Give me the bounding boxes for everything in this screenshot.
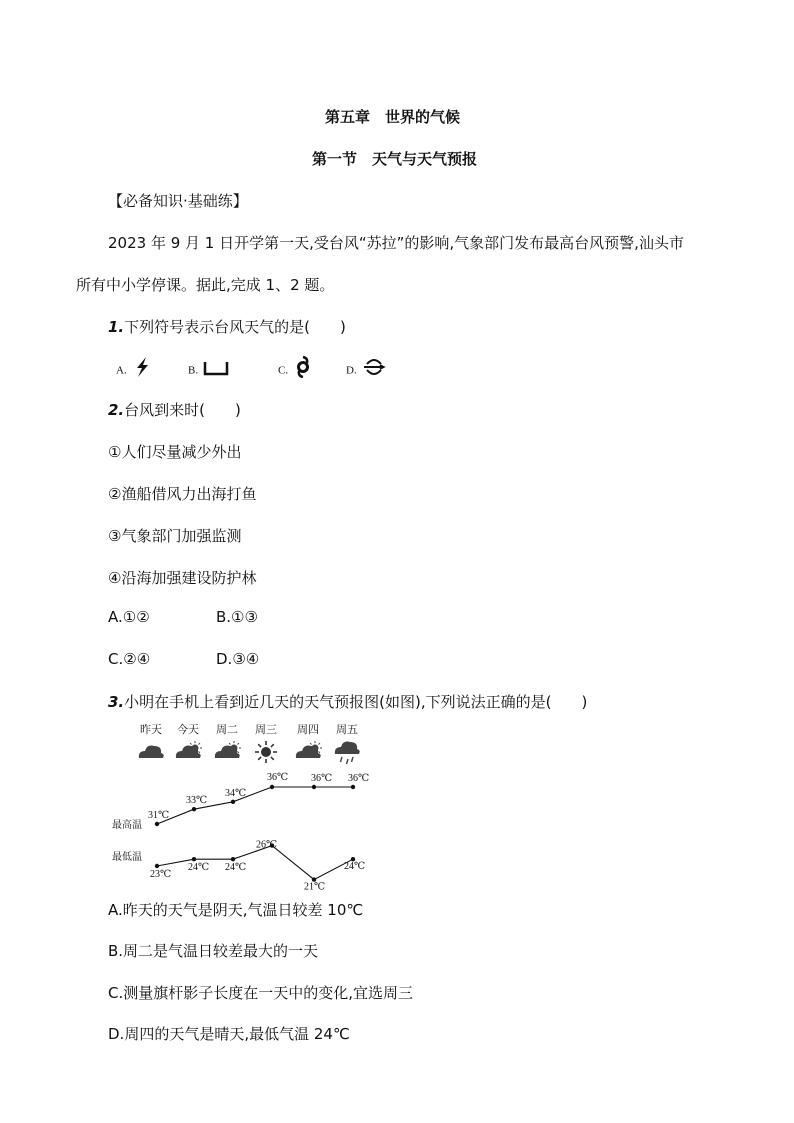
data-label-low: 24℃	[344, 861, 366, 873]
q3-option-b[interactable]: B.周二是气温日较差最大的一天	[108, 942, 319, 960]
data-point-high	[231, 800, 235, 804]
data-label-high: 33℃	[186, 795, 208, 807]
data-point-high	[192, 807, 196, 811]
question-number: 2.	[108, 401, 125, 419]
day-label: 周四	[297, 724, 319, 736]
day-label: 昨天	[140, 724, 162, 736]
rain-icon	[335, 742, 360, 764]
sunny-icon	[255, 741, 277, 763]
option-label: C.	[278, 364, 289, 377]
data-label-low: 23℃	[150, 869, 172, 880]
day-label: 周三	[255, 724, 277, 736]
data-label-high: 36℃	[267, 772, 289, 783]
partly-cloudy-icon	[215, 741, 241, 758]
section-tag: 【必备知识·基础练】	[108, 192, 248, 210]
q2-option-a[interactable]: A.①②	[108, 608, 150, 626]
partly-cloudy-icon	[296, 741, 322, 758]
data-label-high: 36℃	[348, 773, 370, 784]
question-number: 1.	[108, 318, 125, 336]
question-stem: 台风到来时( )	[124, 401, 241, 419]
question-stem: 下列符号表示台风天气的是( )	[124, 318, 346, 336]
data-point-low	[155, 864, 159, 868]
data-label-high: 31℃	[148, 810, 170, 821]
q2-item-4: ④沿海加强建设防护林	[108, 569, 257, 587]
data-point-high	[312, 785, 316, 789]
q3-option-a[interactable]: A.昨天的天气是阴天,气温日较差 10℃	[108, 901, 364, 919]
day-label: 周五	[336, 724, 358, 736]
data-point-low	[231, 857, 235, 861]
q3-option-c[interactable]: C.测量旗杆影子长度在一天中的变化,宜选周三	[108, 984, 414, 1002]
q3-option-d[interactable]: D.周四的天气是晴天,最低气温 24℃	[108, 1025, 350, 1043]
q2-item-3: ③气象部门加强监测	[108, 527, 242, 545]
data-label-low: 24℃	[225, 862, 247, 874]
q2-option-c[interactable]: C.②④	[108, 650, 151, 668]
option-label: B.	[188, 364, 199, 377]
data-point-low	[192, 857, 196, 861]
data-point-high	[270, 785, 274, 789]
q2-option-d[interactable]: D.③④	[216, 650, 260, 668]
series-line-low	[157, 846, 353, 880]
question-number: 3.	[108, 693, 125, 711]
q2-item-1: ①人们尽量减少外出	[108, 443, 242, 461]
q2-option-b[interactable]: B.①③	[216, 608, 258, 626]
option-label: D.	[346, 364, 357, 377]
q2-item-2: ②渔船借风力出海打鱼	[108, 485, 257, 503]
data-label-high: 36℃	[311, 773, 333, 784]
intro-line-2: 所有中小学停课。据此,完成 1、2 题。	[76, 276, 335, 294]
question-stem: 小明在手机上看到近几天的天气预报图(如图),下列说法正确的是( )	[124, 693, 588, 711]
data-label-low: 21℃	[304, 881, 326, 893]
data-point-high	[351, 785, 355, 789]
cloudy-icon	[139, 746, 164, 758]
data-label-low: 24℃	[188, 862, 210, 874]
intro-line-1: 2023 年 9 月 1 日开学第一天,受台风“苏拉”的影响,气象部门发布最高台风预警,汕头市	[108, 234, 684, 252]
data-label-low: 26℃	[256, 839, 278, 851]
series-name-low: 最低温	[112, 852, 142, 863]
day-label: 周二	[216, 724, 238, 736]
series-name-high: 最高温	[112, 820, 142, 831]
partly-cloudy-icon	[176, 741, 202, 758]
option-label: A.	[116, 364, 127, 377]
data-point-high	[155, 822, 159, 826]
chapter-title: 第五章 世界的气候	[325, 108, 461, 126]
section-title: 第一节 天气与天气预报	[312, 150, 478, 168]
day-label: 今天	[177, 724, 199, 736]
data-label-high: 34℃	[225, 787, 247, 799]
